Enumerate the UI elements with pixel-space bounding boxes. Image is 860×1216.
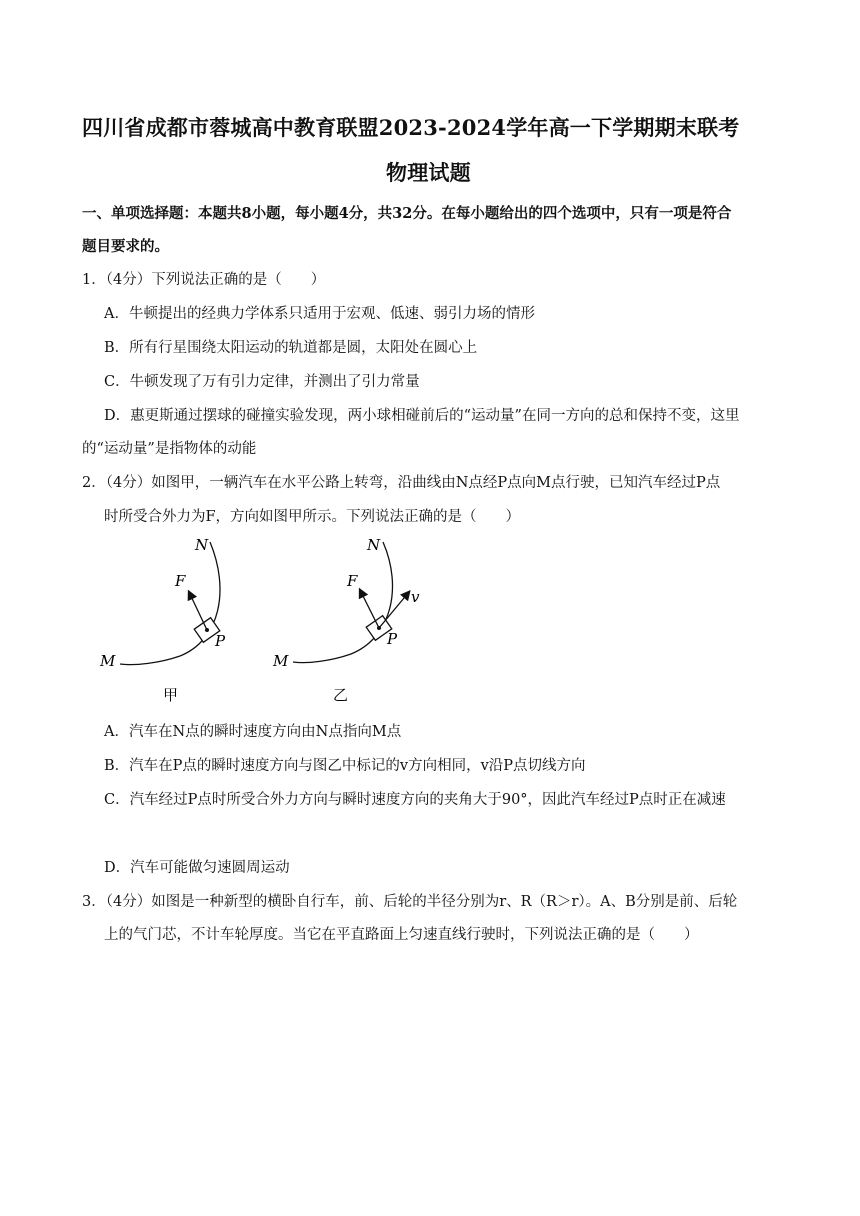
q1-option-a: A．牛顿提出的经典力学体系只适用于宏观、低速、弱引力场的情形: [104, 306, 535, 322]
page-subtitle: 物理试题: [386, 160, 471, 185]
label-n: N: [367, 536, 381, 554]
page-title: 四川省成都市蓉城高中教育联盟2023-2024学年高一下学期期末联考: [82, 115, 740, 140]
q3-stem-line2: 上的气门芯，不计车轮厚度。当它在平直路面上匀速直线行驶时，下列说法正确的是（ ）: [104, 927, 699, 943]
velocity-arrow: [379, 592, 409, 628]
q1-option-d-line1: D．惠更斯通过摆球的碰撞实验发现，两小球相碰前后的“运动量”在同一方向的总和保持不变，这里: [104, 408, 740, 424]
figure-jia: [95, 530, 255, 710]
force-arrow: [360, 590, 379, 628]
q1-option-c: C．牛顿发现了万有引力定律，并测出了引力常量: [104, 374, 420, 390]
q1-option-d-line2: 的“运动量”是指物体的动能: [82, 441, 257, 457]
label-v: v: [411, 588, 420, 606]
section-heading-line1: 一、单项选择题：本题共8小题，每小题4分，共32分。在每小题给出的四个选项中，只有一项是符合: [82, 205, 732, 222]
figure-yi: [265, 530, 445, 710]
q3-stem-line1: 3．（4分）如图是一种新型的横卧自行车，前、后轮的半径分别为r、R（R＞r）。A、B分别是前、后轮: [82, 894, 738, 910]
section-heading-line2: 题目要求的。: [82, 238, 169, 255]
label-m: M: [100, 652, 116, 670]
curve-path: [293, 542, 393, 663]
force-arrow: [189, 592, 207, 630]
q2-stem-line2: 时所受合外力为F，方向如图甲所示。下列说法正确的是（ ）: [104, 509, 521, 525]
caption-jia: 甲: [163, 686, 179, 704]
caption-yi: 乙: [333, 686, 349, 704]
label-n: N: [195, 536, 209, 554]
q2-stem-line1: 2．（4分）如图甲，一辆汽车在水平公路上转弯，沿曲线由N点经P点向M点行驶，已知汽车经过P点: [82, 475, 721, 491]
q2-option-b: B．汽车在P点的瞬时速度方向与图乙中标记的v方向相同，v沿P点切线方向: [104, 758, 586, 774]
q2-option-d: D．汽车可能做匀速圆周运动: [104, 860, 290, 876]
q2-option-c: C．汽车经过P点时所受合外力方向与瞬时速度方向的夹角大于90°，因此汽车经过P点时正在减速: [104, 792, 726, 808]
q2-option-a: A．汽车在N点的瞬时速度方向由N点指向M点: [104, 724, 402, 740]
label-p: P: [387, 630, 398, 648]
label-m: M: [273, 652, 289, 670]
q1-stem: 1．（4分）下列说法正确的是（ ）: [82, 272, 326, 288]
curve-path: [120, 542, 220, 665]
label-p: P: [215, 632, 226, 650]
q1-option-b: B．所有行星围绕太阳运动的轨道都是圆，太阳处在圆心上: [104, 340, 478, 356]
label-f: F: [347, 572, 358, 590]
label-f: F: [175, 572, 186, 590]
